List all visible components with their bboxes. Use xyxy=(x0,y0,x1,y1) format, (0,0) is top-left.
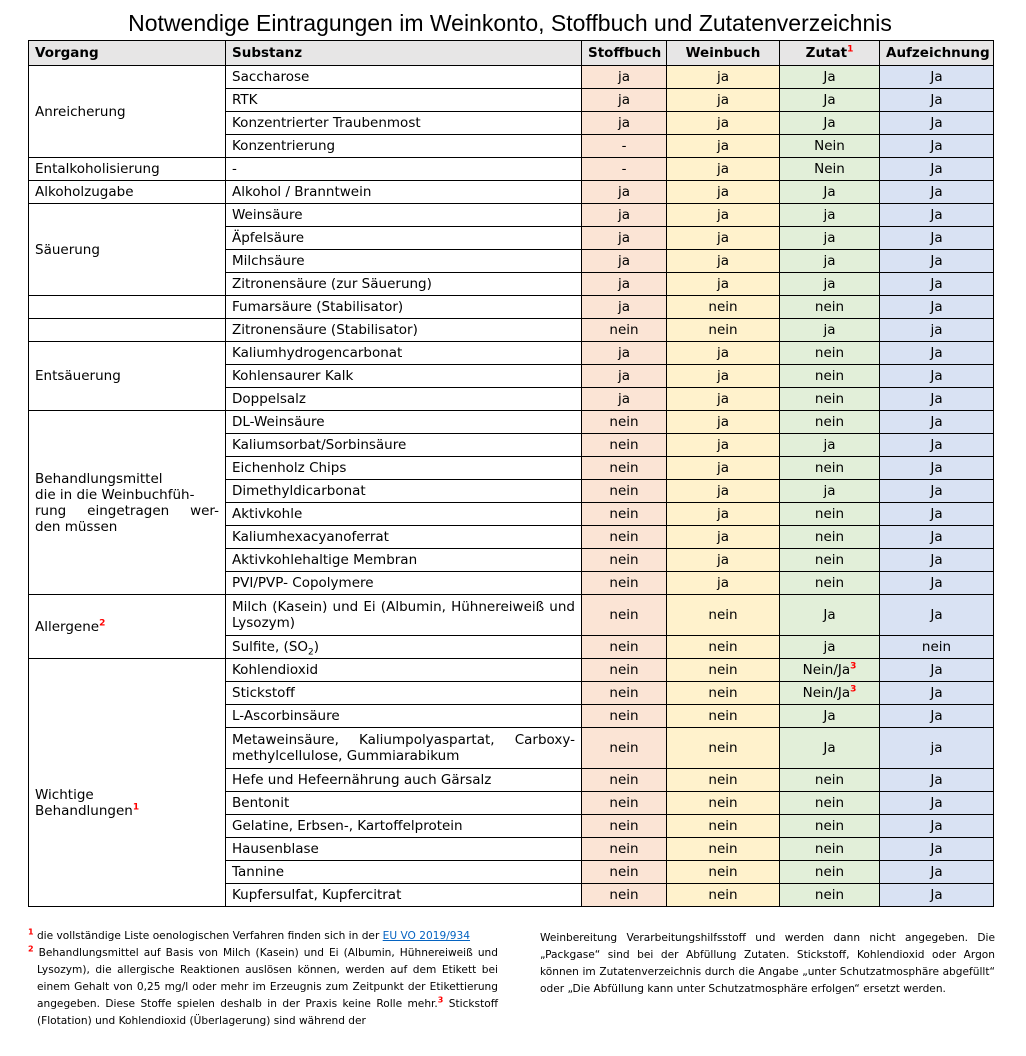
header-vorgang: Vorgang xyxy=(29,41,226,66)
weinbuch-cell: ja xyxy=(667,388,780,411)
weinbuch-cell: ja xyxy=(667,250,780,273)
zutat-cell: ja xyxy=(780,319,880,342)
stoffbuch-cell: ja xyxy=(582,388,667,411)
zutat-cell: nein xyxy=(780,457,880,480)
weinbuch-cell: ja xyxy=(667,181,780,204)
stoffbuch-cell: nein xyxy=(582,815,667,838)
stoffbuch-cell: nein xyxy=(582,411,667,434)
weinbuch-cell: nein xyxy=(667,884,780,907)
aufzeichnung-cell: Ja xyxy=(880,181,994,204)
stoffbuch-cell: ja xyxy=(582,89,667,112)
stoffbuch-cell: ja xyxy=(582,112,667,135)
aufzeichnung-cell: Ja xyxy=(880,296,994,319)
stoffbuch-cell: nein xyxy=(582,457,667,480)
stoffbuch-cell: nein xyxy=(582,682,667,705)
footnote-2 xyxy=(28,945,498,1030)
weinbuch-cell: ja xyxy=(667,204,780,227)
footnote-ref-3: 3 xyxy=(850,661,857,672)
substanz-cell: Doppelsalz xyxy=(226,388,582,411)
substanz-cell: Alkohol / Branntwein xyxy=(226,181,582,204)
zutat-cell: Ja xyxy=(780,66,880,89)
zutat-cell: nein xyxy=(780,838,880,861)
group-line: die in die Weinbuchfüh- xyxy=(35,486,195,503)
group-label: Behandlungen xyxy=(35,802,133,819)
group-saeuerung: Säuerung xyxy=(29,204,226,296)
substanz-cell: Kohlendioxid xyxy=(226,659,582,682)
group-alkoholzugabe: Alkoholzugabe xyxy=(29,181,226,204)
substanz-cell: Kaliumhexacyanoferrat xyxy=(226,526,582,549)
substanz-cell: Kaliumsorbat/Sorbinsäure xyxy=(226,434,582,457)
zutat-cell: nein xyxy=(780,526,880,549)
header-weinbuch: Weinbuch xyxy=(667,41,780,66)
aufzeichnung-cell: Ja xyxy=(880,365,994,388)
zutat-cell xyxy=(780,682,880,705)
group-line: Wichtige xyxy=(35,786,94,803)
stoffbuch-cell: nein xyxy=(582,549,667,572)
aufzeichnung-cell: Ja xyxy=(880,112,994,135)
zutat-cell: Ja xyxy=(780,89,880,112)
substanz-cell: Konzentrierung xyxy=(226,135,582,158)
footnote-ref-1: 1 xyxy=(847,44,854,55)
stoffbuch-cell: nein xyxy=(582,434,667,457)
footnotes-right-column xyxy=(540,928,995,1030)
weinbuch-cell: ja xyxy=(667,89,780,112)
stoffbuch-cell: nein xyxy=(582,728,667,769)
substanz-cell: Milchsäure xyxy=(226,250,582,273)
aufzeichnung-cell: Ja xyxy=(880,66,994,89)
aufzeichnung-cell: Ja xyxy=(880,411,994,434)
weinbuch-cell: ja xyxy=(667,572,780,595)
group-anreicherung: Anreicherung xyxy=(29,66,226,158)
group-line xyxy=(35,803,219,819)
stoffbuch-cell: nein xyxy=(582,861,667,884)
aufzeichnung-cell: Ja xyxy=(880,342,994,365)
aufzeichnung-cell: Ja xyxy=(880,480,994,503)
table-row xyxy=(29,204,994,227)
substanz-cell: Kupfersulfat, Kupfercitrat xyxy=(226,884,582,907)
aufzeichnung-cell: ja xyxy=(880,728,994,769)
footnote-1 xyxy=(28,928,498,945)
substanz-cell: Milch (Kasein) und Ei (Albumin, Hühnereiweiß und Lysozym) xyxy=(226,595,582,636)
table-header-row xyxy=(29,41,994,66)
stoffbuch-cell: nein xyxy=(582,659,667,682)
weinbuch-cell: nein xyxy=(667,319,780,342)
substanz-cell: Zitronensäure (zur Säuerung) xyxy=(226,273,582,296)
stoffbuch-cell: nein xyxy=(582,838,667,861)
substanz-cell: Zitronensäure (Stabilisator) xyxy=(226,319,582,342)
eu-vo-link[interactable]: EU VO 2019/934 xyxy=(382,930,471,942)
header-zutat-label: Zutat xyxy=(805,45,848,61)
zutat-cell: nein xyxy=(780,411,880,434)
stoffbuch-cell: ja xyxy=(582,296,667,319)
zutat-cell: ja xyxy=(780,273,880,296)
zutat-cell: nein xyxy=(780,861,880,884)
zutat-cell: ja xyxy=(780,227,880,250)
substanz-cell: - xyxy=(226,158,582,181)
stoffbuch-cell: nein xyxy=(582,480,667,503)
aufzeichnung-cell: Ja xyxy=(880,884,994,907)
footnote-ref-1: 1 xyxy=(132,802,140,812)
aufzeichnung-cell: Ja xyxy=(880,250,994,273)
header-zutat xyxy=(780,41,880,66)
weinbuch-cell: ja xyxy=(667,480,780,503)
zutat-cell: ja xyxy=(780,480,880,503)
zutat-cell: nein xyxy=(780,572,880,595)
stoffbuch-cell: ja xyxy=(582,365,667,388)
aufzeichnung-cell: Ja xyxy=(880,434,994,457)
weinbuch-cell: ja xyxy=(667,112,780,135)
header-substanz: Substanz xyxy=(226,41,582,66)
table-row xyxy=(29,66,994,89)
footnote-1-mark: 1 xyxy=(28,927,34,937)
group-empty xyxy=(29,296,226,319)
header-stoffbuch: Stoffbuch xyxy=(582,41,667,66)
stoffbuch-cell: nein xyxy=(582,705,667,728)
group-line: Behandlungsmittel xyxy=(35,470,163,487)
weinbuch-cell: nein xyxy=(667,861,780,884)
weinbuch-cell: ja xyxy=(667,434,780,457)
stoffbuch-cell: nein xyxy=(582,595,667,636)
zutat-cell: Ja xyxy=(780,595,880,636)
zutat-cell: Nein xyxy=(780,135,880,158)
zutat-value: Nein/Ja xyxy=(802,662,851,678)
group-wichtige-behandlungen xyxy=(29,659,226,907)
zutat-cell: Ja xyxy=(780,181,880,204)
aufzeichnung-cell: Ja xyxy=(880,705,994,728)
stoffbuch-cell: nein xyxy=(582,792,667,815)
zutat-cell: nein xyxy=(780,388,880,411)
weinbuch-cell: nein xyxy=(667,705,780,728)
table-row xyxy=(29,595,994,636)
stoffbuch-cell: ja xyxy=(582,250,667,273)
table-row xyxy=(29,319,994,342)
group-line: rung eingetragen wer- xyxy=(35,502,219,519)
aufzeichnung-cell: Ja xyxy=(880,572,994,595)
weinbuch-cell: nein xyxy=(667,659,780,682)
header-aufzeichnung: Aufzeichnung xyxy=(880,41,994,66)
aufzeichnung-cell: Ja xyxy=(880,388,994,411)
group-behandlungsmittel xyxy=(29,411,226,595)
substanz-cell: Aktivkohlehaltige Membran xyxy=(226,549,582,572)
stoffbuch-cell: ja xyxy=(582,273,667,296)
stoffbuch-cell: nein xyxy=(582,769,667,792)
weinbuch-cell: ja xyxy=(667,273,780,296)
substanz-cell: Stickstoff xyxy=(226,682,582,705)
stoffbuch-cell: ja xyxy=(582,342,667,365)
stoffbuch-cell: ja xyxy=(582,181,667,204)
weinbuch-cell: nein xyxy=(667,682,780,705)
footnote-3-mark: 3 xyxy=(437,995,444,1005)
substanz-cell: Weinsäure xyxy=(226,204,582,227)
footnote-ref-2: 2 xyxy=(99,618,106,628)
footnote-ref-3: 3 xyxy=(850,684,857,695)
group-entsaeuerung: Entsäuerung xyxy=(29,342,226,411)
table-row xyxy=(29,181,994,204)
zutat-cell: nein xyxy=(780,503,880,526)
weinbuch-cell: nein xyxy=(667,595,780,636)
table-row xyxy=(29,342,994,365)
weinbuch-cell: nein xyxy=(667,838,780,861)
substanz-cell: Äpfelsäure xyxy=(226,227,582,250)
aufzeichnung-cell: Ja xyxy=(880,861,994,884)
aufzeichnung-cell: ja xyxy=(880,319,994,342)
table-row xyxy=(29,659,994,682)
substanz-cell xyxy=(226,636,582,659)
zutat-cell: Ja xyxy=(780,705,880,728)
group-allergene xyxy=(29,595,226,659)
zutat-cell: Ja xyxy=(780,728,880,769)
subscript: 2 xyxy=(308,647,314,658)
aufzeichnung-cell: Ja xyxy=(880,227,994,250)
stoffbuch-cell: - xyxy=(582,158,667,181)
aufzeichnung-cell: Ja xyxy=(880,273,994,296)
zutat-cell: nein xyxy=(780,296,880,319)
stoffbuch-cell: nein xyxy=(582,884,667,907)
stoffbuch-cell: - xyxy=(582,135,667,158)
weinbuch-cell: ja xyxy=(667,342,780,365)
zutat-cell: nein xyxy=(780,884,880,907)
zutat-cell: nein xyxy=(780,342,880,365)
stoffbuch-cell: ja xyxy=(582,66,667,89)
footnote-2-mark: 2 xyxy=(28,944,34,954)
stoffbuch-cell: nein xyxy=(582,526,667,549)
weinbuch-cell: ja xyxy=(667,549,780,572)
substanz-cell: Gelatine, Erbsen-, Kartoffelprotein xyxy=(226,815,582,838)
aufzeichnung-cell: Ja xyxy=(880,659,994,682)
substanz-cell: Konzentrierter Traubenmost xyxy=(226,112,582,135)
stoffbuch-cell: ja xyxy=(582,204,667,227)
substanz-cell: Aktivkohle xyxy=(226,503,582,526)
weinbuch-cell: ja xyxy=(667,135,780,158)
group-line: den müssen xyxy=(35,518,118,535)
substanz-cell: RTK xyxy=(226,89,582,112)
group-label: Allergene xyxy=(35,618,100,635)
substanz-cell: L-Ascorbinsäure xyxy=(226,705,582,728)
aufzeichnung-cell: Ja xyxy=(880,204,994,227)
substanz-cell: Saccharose xyxy=(226,66,582,89)
substanz-cell: Metaweinsäure, Kaliumpolyaspartat, Carboxy-methylcellulose, Gummiarabikum xyxy=(226,728,582,769)
aufzeichnung-cell: Ja xyxy=(880,526,994,549)
substanz-cell: Fumarsäure (Stabilisator) xyxy=(226,296,582,319)
aufzeichnung-cell: Ja xyxy=(880,89,994,112)
substanz-cell: DL-Weinsäure xyxy=(226,411,582,434)
zutat-cell: ja xyxy=(780,250,880,273)
weinbuch-cell: ja xyxy=(667,526,780,549)
table-row xyxy=(29,296,994,319)
weinbuch-cell: ja xyxy=(667,365,780,388)
aufzeichnung-cell: Ja xyxy=(880,682,994,705)
zutat-cell: Ja xyxy=(780,112,880,135)
aufzeichnung-cell: Ja xyxy=(880,135,994,158)
weinbuch-cell: nein xyxy=(667,769,780,792)
substanz-text: Sulfite, (SO xyxy=(232,639,309,655)
aufzeichnung-cell: Ja xyxy=(880,503,994,526)
aufzeichnung-cell: nein xyxy=(880,636,994,659)
aufzeichnung-cell: Ja xyxy=(880,815,994,838)
aufzeichnung-cell: Ja xyxy=(880,549,994,572)
substanz-cell: Dimethyldicarbonat xyxy=(226,480,582,503)
aufzeichnung-cell: Ja xyxy=(880,457,994,480)
aufzeichnung-cell: Ja xyxy=(880,158,994,181)
page-title: Notwendige Eintragungen im Weinkonto, Stoffbuch und Zutatenverzeichnis xyxy=(128,10,892,36)
group-entalkoholisierung: Entalkoholisierung xyxy=(29,158,226,181)
substanz-cell: Eichenholz Chips xyxy=(226,457,582,480)
weinbuch-cell: nein xyxy=(667,728,780,769)
zutat-value: Nein/Ja xyxy=(802,685,851,701)
stoffbuch-cell: nein xyxy=(582,319,667,342)
zutat-cell: nein xyxy=(780,549,880,572)
weinbuch-cell: ja xyxy=(667,66,780,89)
footnote-3-text-left: Stickstoff (Flotation) und Kohlendioxid (Überlagerung) sind während der xyxy=(37,998,498,1027)
substanz-text-end: ) xyxy=(313,639,320,655)
zutat-cell: ja xyxy=(780,636,880,659)
table-row xyxy=(29,158,994,181)
weinbuch-cell: nein xyxy=(667,792,780,815)
aufzeichnung-cell: Ja xyxy=(880,595,994,636)
weinbuch-cell: nein xyxy=(667,296,780,319)
footnote-1-text: die vollständige Liste oenologischen Verfahren finden sich in der xyxy=(33,930,383,942)
footnotes-left-column xyxy=(28,928,498,1030)
substanz-cell: Hefe und Hefeernährung auch Gärsalz xyxy=(226,769,582,792)
footnote-2-text: Behandlungsmittel auf Basis von Milch (Kasein) und Ei (Albumin, Hühnereiweiß und Lysozym), die allergische Reaktionen auslösen können, werden auf dem Etikett bei einem Gehalt von 0,25 mg/l oder mehr im Erzeugnis zum Zeitpunkt der Etikettierung angegeben. Diese Stoffe spielen deshalb in der Praxis keine Rolle mehr. xyxy=(33,947,498,1010)
substanz-cell: Tannine xyxy=(226,861,582,884)
stoffbuch-cell: nein xyxy=(582,636,667,659)
zutat-cell: nein xyxy=(780,365,880,388)
substanz-cell: PVI/PVP- Copolymere xyxy=(226,572,582,595)
zutat-cell: ja xyxy=(780,434,880,457)
zutat-cell: nein xyxy=(780,815,880,838)
zutat-cell: ja xyxy=(780,204,880,227)
zutat-cell xyxy=(780,659,880,682)
stoffbuch-cell: ja xyxy=(582,227,667,250)
footnote-3-text-right: Weinbereitung Verarbeitungshilfsstoff und werden dann nicht angegeben. Die „Packgase“ sind bei der Abfüllung Zutaten. Stickstoff, Kohlendioxid oder Argon können im Zutatenverzeichnis durch die Angabe „unter Schutzatmosphäre abgefüllt“ oder „Die Abfüllung kann unter Schutzatmosphäre erfolgen“ ersetzt werden. xyxy=(540,932,995,995)
entries-table xyxy=(28,40,994,907)
zutat-cell: Nein xyxy=(780,158,880,181)
stoffbuch-cell: nein xyxy=(582,572,667,595)
zutat-cell: nein xyxy=(780,792,880,815)
stoffbuch-cell: nein xyxy=(582,503,667,526)
substanz-cell: Kohlensaurer Kalk xyxy=(226,365,582,388)
weinbuch-cell: ja xyxy=(667,457,780,480)
substanz-cell: Hausenblase xyxy=(226,838,582,861)
aufzeichnung-cell: Ja xyxy=(880,769,994,792)
weinbuch-cell: nein xyxy=(667,815,780,838)
weinbuch-cell: ja xyxy=(667,411,780,434)
weinbuch-cell: ja xyxy=(667,227,780,250)
weinbuch-cell: ja xyxy=(667,503,780,526)
zutat-cell: nein xyxy=(780,769,880,792)
aufzeichnung-cell: Ja xyxy=(880,792,994,815)
weinbuch-cell: nein xyxy=(667,636,780,659)
aufzeichnung-cell: Ja xyxy=(880,838,994,861)
group-empty xyxy=(29,319,226,342)
weinbuch-cell: ja xyxy=(667,158,780,181)
table-row xyxy=(29,411,994,434)
substanz-cell: Bentonit xyxy=(226,792,582,815)
footnotes xyxy=(28,928,998,1030)
substanz-cell: Kaliumhydrogencarbonat xyxy=(226,342,582,365)
